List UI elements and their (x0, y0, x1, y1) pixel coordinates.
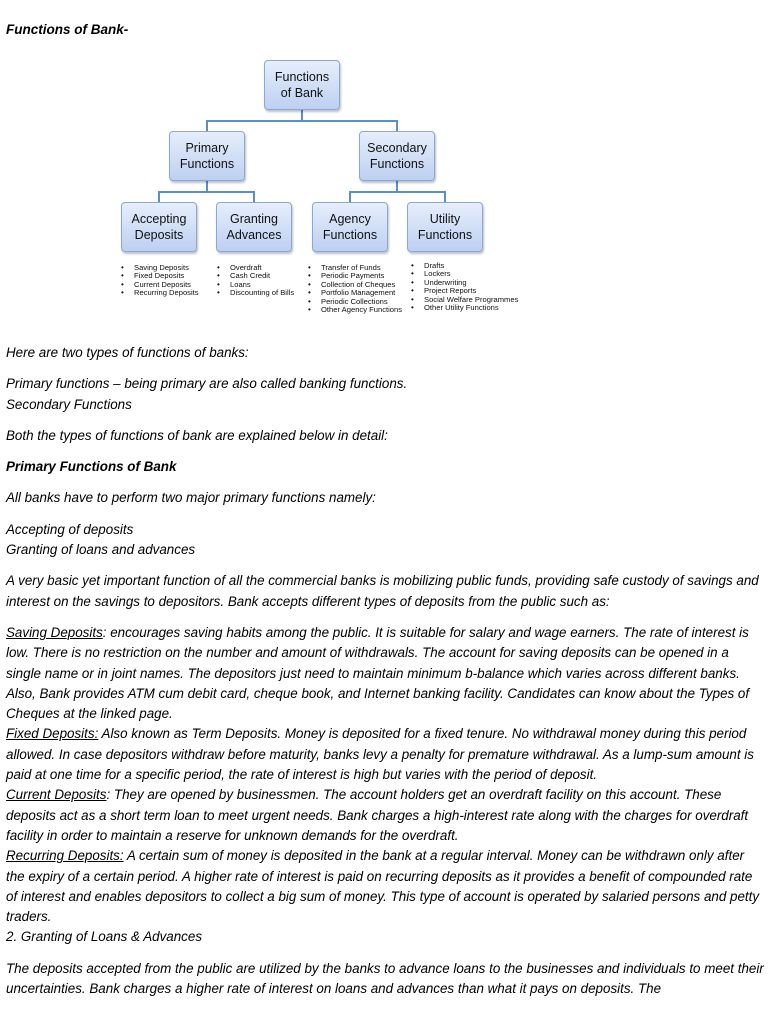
list-item: • Drafts (411, 262, 518, 270)
list-item: • Recurring Deposits (121, 289, 199, 297)
list-item: • Saving Deposits (121, 264, 199, 272)
node-label-line: Agency (329, 212, 371, 226)
current-deposits-term: Current Deposits (6, 787, 107, 803)
granting-loans-heading: 2. Granting of Loans & Advances (6, 929, 203, 945)
primary-functions-line: Primary functions – being primary are also called banking functions. (6, 376, 408, 392)
list-item: • Lockers (411, 270, 518, 278)
secondary-functions-line: Secondary Functions (6, 396, 132, 412)
functions-of-bank-node (264, 60, 340, 110)
current-deposits-paragraph (6, 785, 764, 846)
node-label-line: Functions (322, 228, 378, 242)
list-item: • Cash Credit (217, 272, 294, 280)
list-item: • Other Agency Functions (308, 306, 402, 314)
granting-advances-list (217, 264, 294, 298)
fixed-deposits-paragraph (6, 724, 764, 785)
list-item: • Other Utility Functions (411, 304, 518, 312)
document-title: Functions of Bank- (6, 22, 129, 37)
connector (349, 191, 445, 193)
agency-functions-node (312, 202, 388, 252)
node-label-line: Advances (226, 228, 282, 242)
recurring-deposits-term: Recurring Deposits: (6, 848, 124, 864)
accepting-deposits-node (121, 202, 197, 252)
node-label-line: Accepting (131, 212, 187, 226)
agency-functions-list (308, 264, 402, 314)
accepting-deposits-line: Accepting of deposits (6, 521, 134, 537)
functions-of-bank-diagram (0, 0, 768, 330)
connector (206, 120, 397, 122)
primary-functions-heading: Primary Functions of Bank (6, 459, 177, 475)
fixed-deposits-term: Fixed Deposits: (6, 726, 99, 742)
list-item: • Portfolio Management (308, 289, 402, 297)
node-label-line: Secondary (367, 141, 427, 155)
current-deposits-text: : They are opened by businessmen. The account holders get an overdraft facility on this account. These deposits act as a short term loan to meet urgent needs. Bank charges a high-interest rate along with the charges for overdraft facility in order to maintain a reserve for unknown demands for the overdraft. (6, 787, 749, 843)
basic-function-paragraph: A very basic yet important function of all the commercial banks is mobilizing public funds, providing safe custody of savings and interest on the savings to depositors. Bank accepts different types of deposits from the public such as: (6, 573, 759, 609)
primary-functions-node (169, 131, 245, 181)
connector (158, 191, 255, 193)
list-item: • Transfer of Funds (308, 264, 402, 272)
deposits-utilized-paragraph: The deposits accepted from the public are utilized by the banks to advance loans to the businesses and individuals to meet their uncertainties. Bank charges a higher rate of interest on loans and advances than what it pays on deposits. The (6, 960, 764, 997)
saving-deposits-term: Saving Deposits (6, 624, 103, 640)
saving-deposits-paragraph (6, 623, 764, 724)
utility-functions-node (407, 202, 483, 252)
node-label-line: Functions (274, 70, 330, 84)
saving-deposits-text: : encourages saving habits among the public. It is suitable for salary and wage earners. The rate of interest is low. There is no restriction on the number and amount of withdrawals. The account for saving deposits can be opened in a single name or in joint names. The depositors just need to maintain minimum b-balance which varies across different banks. Also, Bank provides ATM cum debit card, cheque book, and Internet banking facility. Candidates can know about the Types of Cheques at the linked page. (6, 624, 750, 722)
list-item: • Periodic Collections (308, 298, 402, 306)
node-label-line: of Bank (280, 86, 324, 100)
node-label-line: Functions (369, 157, 425, 171)
node-label-line: Primary (185, 141, 229, 155)
list-item: • Loans (217, 281, 294, 289)
secondary-functions-node (359, 131, 435, 181)
node-label-line: Granting (230, 212, 278, 226)
fixed-deposits-text: Also known as Term Deposits. Money is deposited for a fixed tenure. No withdrawal money during this period allowed. In case depositors withdraw before maturity, banks levy a penalty for premature withdrawal. As a lump-sum amount is paid at one time for a specific period, the rate of interest is high but varies with the period of deposit. (6, 726, 754, 783)
accepting-deposits-list (121, 264, 199, 298)
all-banks-line: All banks have to perform two major primary functions namely: (6, 490, 376, 506)
intro-paragraph: Here are two types of functions of banks: (6, 345, 249, 360)
granting-advances-node (216, 202, 292, 252)
node-label-line: Functions (417, 228, 473, 242)
list-item: • Fixed Deposits (121, 272, 199, 280)
list-item: • Current Deposits (121, 281, 199, 289)
both-types-line: Both the types of functions of bank are explained below in detail: (6, 427, 388, 443)
list-item: • Periodic Payments (308, 272, 402, 280)
document-body (6, 343, 764, 999)
list-item: • Overdraft (217, 264, 294, 272)
list-item: • Collection of Cheques (308, 281, 402, 289)
node-label-line: Deposits (134, 228, 184, 242)
node-label-line: Utility (429, 212, 461, 226)
list-item: • Project Reports (411, 287, 518, 295)
node-label-line: Functions (179, 157, 235, 171)
recurring-deposits-paragraph (6, 846, 764, 927)
granting-loans-line: Granting of loans and advances (6, 542, 196, 558)
list-item: • Underwriting (411, 279, 518, 287)
recurring-deposits-text: A certain sum of money is deposited in the bank at a regular interval. Money can be withdrawn only after the expiry of a certain period. A higher rate of interest is paid on recurring deposits as it provides a benefit of compounded rate of interest and enables depositors to collect a big sum of money. This type of account is operated by salaried persons and petty traders. (6, 848, 760, 925)
utility-functions-list (411, 262, 518, 312)
list-item: • Social Welfare Programmes (411, 296, 518, 304)
list-item: • Discounting of Bills (217, 289, 294, 297)
